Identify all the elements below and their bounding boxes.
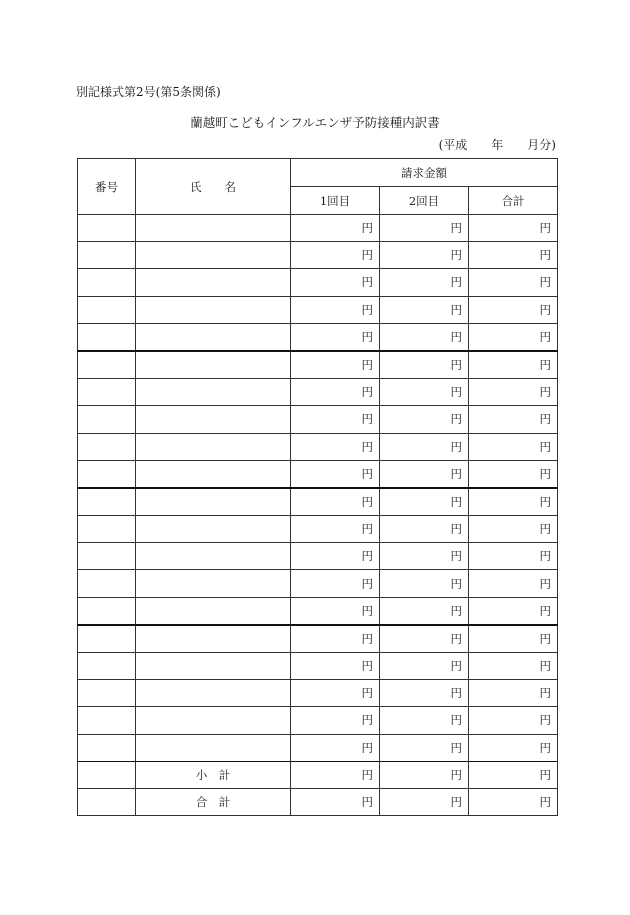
row-second-dose-amount[interactable]: 円 <box>380 597 469 625</box>
row-total-amount[interactable]: 円 <box>469 460 558 488</box>
header-second-dose: 2回目 <box>380 187 469 215</box>
row-first-dose-amount[interactable]: 円 <box>291 379 380 406</box>
grand-total-number-cell <box>78 788 136 815</box>
row-name-cell[interactable] <box>136 543 291 570</box>
row-second-dose-amount[interactable]: 円 <box>380 242 469 269</box>
grand-total-total-amount[interactable]: 円 <box>469 788 558 815</box>
table-row <box>78 379 558 406</box>
table-row <box>78 597 558 625</box>
row-total-amount[interactable]: 円 <box>469 734 558 761</box>
table-row <box>78 215 558 242</box>
row-name-cell[interactable] <box>136 707 291 734</box>
row-first-dose-amount[interactable]: 円 <box>291 488 380 516</box>
row-number-cell[interactable] <box>78 625 136 653</box>
header-first-dose: 1回目 <box>291 187 380 215</box>
row-first-dose-amount[interactable]: 円 <box>291 680 380 707</box>
row-number-cell[interactable] <box>78 406 136 433</box>
row-number-cell[interactable] <box>78 379 136 406</box>
row-total-amount[interactable]: 円 <box>469 570 558 597</box>
row-name-cell[interactable] <box>136 597 291 625</box>
document-title: 蘭越町こどもインフルエンザ予防接種内訳書 <box>190 115 440 130</box>
table-row <box>78 242 558 269</box>
row-number-cell[interactable] <box>78 680 136 707</box>
subtotal-second-dose-amount[interactable]: 円 <box>380 761 469 788</box>
grand-total-label: 合 計 <box>136 788 291 815</box>
row-name-cell[interactable] <box>136 680 291 707</box>
row-number-cell[interactable] <box>78 296 136 323</box>
subtotal-total-amount[interactable]: 円 <box>469 761 558 788</box>
row-second-dose-amount[interactable]: 円 <box>380 323 469 351</box>
row-total-amount[interactable]: 円 <box>469 323 558 351</box>
row-second-dose-amount[interactable]: 円 <box>380 570 469 597</box>
row-total-amount[interactable]: 円 <box>469 488 558 516</box>
row-name-cell[interactable] <box>136 488 291 516</box>
row-total-amount[interactable]: 円 <box>469 379 558 406</box>
breakdown-table <box>77 158 558 816</box>
row-total-amount[interactable]: 円 <box>469 269 558 296</box>
row-number-cell[interactable] <box>78 351 136 379</box>
table-row <box>78 351 558 379</box>
table-row <box>78 707 558 734</box>
row-name-cell[interactable] <box>136 379 291 406</box>
row-name-cell[interactable] <box>136 215 291 242</box>
row-second-dose-amount[interactable]: 円 <box>380 269 469 296</box>
table-row <box>78 570 558 597</box>
row-second-dose-amount[interactable]: 円 <box>380 296 469 323</box>
grand-total-row <box>78 788 558 815</box>
row-first-dose-amount[interactable]: 円 <box>291 653 380 680</box>
row-number-cell[interactable] <box>78 323 136 351</box>
row-first-dose-amount[interactable]: 円 <box>291 597 380 625</box>
row-number-cell[interactable] <box>78 269 136 296</box>
row-name-cell[interactable] <box>136 516 291 543</box>
row-name-cell[interactable] <box>136 433 291 460</box>
row-number-cell[interactable] <box>78 734 136 761</box>
grand-total-second-dose-amount[interactable]: 円 <box>380 788 469 815</box>
row-second-dose-amount[interactable]: 円 <box>380 625 469 653</box>
table-row <box>78 433 558 460</box>
table-row <box>78 460 558 488</box>
table-row <box>78 653 558 680</box>
row-number-cell[interactable] <box>78 433 136 460</box>
row-number-cell[interactable] <box>78 597 136 625</box>
row-second-dose-amount[interactable]: 円 <box>380 680 469 707</box>
row-second-dose-amount[interactable]: 円 <box>380 406 469 433</box>
table-row <box>78 680 558 707</box>
row-total-amount[interactable]: 円 <box>469 597 558 625</box>
row-total-amount[interactable]: 円 <box>469 215 558 242</box>
table-row <box>78 269 558 296</box>
row-name-cell[interactable] <box>136 242 291 269</box>
row-name-cell[interactable] <box>136 460 291 488</box>
row-total-amount[interactable]: 円 <box>469 296 558 323</box>
row-first-dose-amount[interactable]: 円 <box>291 406 380 433</box>
row-second-dose-amount[interactable]: 円 <box>380 488 469 516</box>
row-total-amount[interactable]: 円 <box>469 351 558 379</box>
row-first-dose-amount[interactable]: 円 <box>291 460 380 488</box>
row-total-amount[interactable]: 円 <box>469 433 558 460</box>
row-first-dose-amount[interactable]: 円 <box>291 269 380 296</box>
row-first-dose-amount[interactable]: 円 <box>291 296 380 323</box>
row-total-amount[interactable]: 円 <box>469 707 558 734</box>
row-total-amount[interactable]: 円 <box>469 406 558 433</box>
row-name-cell[interactable] <box>136 734 291 761</box>
row-second-dose-amount[interactable]: 円 <box>380 351 469 379</box>
row-total-amount[interactable]: 円 <box>469 516 558 543</box>
row-number-cell[interactable] <box>78 242 136 269</box>
row-total-amount[interactable]: 円 <box>469 543 558 570</box>
subtotal-row <box>78 761 558 788</box>
row-name-cell[interactable] <box>136 570 291 597</box>
row-number-cell[interactable] <box>78 543 136 570</box>
row-second-dose-amount[interactable]: 円 <box>380 543 469 570</box>
row-name-cell[interactable] <box>136 296 291 323</box>
row-second-dose-amount[interactable]: 円 <box>380 516 469 543</box>
row-second-dose-amount[interactable]: 円 <box>380 707 469 734</box>
row-number-cell[interactable] <box>78 653 136 680</box>
table-row <box>78 625 558 653</box>
row-total-amount[interactable]: 円 <box>469 625 558 653</box>
table-row <box>78 516 558 543</box>
subtotal-first-dose-amount[interactable]: 円 <box>291 761 380 788</box>
row-second-dose-amount[interactable]: 円 <box>380 215 469 242</box>
row-total-amount[interactable]: 円 <box>469 680 558 707</box>
table-row <box>78 296 558 323</box>
row-first-dose-amount[interactable]: 円 <box>291 215 380 242</box>
row-first-dose-amount[interactable]: 円 <box>291 433 380 460</box>
row-second-dose-amount[interactable]: 円 <box>380 433 469 460</box>
row-number-cell[interactable] <box>78 460 136 488</box>
row-total-amount[interactable]: 円 <box>469 242 558 269</box>
row-first-dose-amount[interactable]: 円 <box>291 570 380 597</box>
table-row <box>78 734 558 761</box>
row-first-dose-amount[interactable]: 円 <box>291 516 380 543</box>
header-total: 合計 <box>469 187 558 215</box>
table-row <box>78 323 558 351</box>
row-first-dose-amount[interactable]: 円 <box>291 543 380 570</box>
row-first-dose-amount[interactable]: 円 <box>291 351 380 379</box>
header-number: 番号 <box>78 159 136 215</box>
row-number-cell[interactable] <box>78 516 136 543</box>
row-first-dose-amount[interactable]: 円 <box>291 242 380 269</box>
row-first-dose-amount[interactable]: 円 <box>291 734 380 761</box>
row-first-dose-amount[interactable]: 円 <box>291 707 380 734</box>
subtotal-number-cell <box>78 761 136 788</box>
row-second-dose-amount[interactable]: 円 <box>380 734 469 761</box>
row-number-cell[interactable] <box>78 707 136 734</box>
header-name: 氏 名 <box>136 159 291 215</box>
subtotal-label: 小 計 <box>136 761 291 788</box>
table-row <box>78 406 558 433</box>
row-name-cell[interactable] <box>136 406 291 433</box>
row-name-cell[interactable] <box>136 269 291 296</box>
row-second-dose-amount[interactable]: 円 <box>380 460 469 488</box>
row-number-cell[interactable] <box>78 215 136 242</box>
row-name-cell[interactable] <box>136 653 291 680</box>
period-label: (平成 年 月分) <box>438 138 556 152</box>
table-row <box>78 543 558 570</box>
grand-total-first-dose-amount[interactable]: 円 <box>291 788 380 815</box>
table-row <box>78 488 558 516</box>
row-second-dose-amount[interactable]: 円 <box>380 379 469 406</box>
row-first-dose-amount[interactable]: 円 <box>291 323 380 351</box>
row-name-cell[interactable] <box>136 351 291 379</box>
row-number-cell[interactable] <box>78 570 136 597</box>
row-name-cell[interactable] <box>136 625 291 653</box>
row-second-dose-amount[interactable]: 円 <box>380 653 469 680</box>
row-total-amount[interactable]: 円 <box>469 653 558 680</box>
row-number-cell[interactable] <box>78 488 136 516</box>
header-claim-amount: 請求金額 <box>291 159 558 187</box>
row-name-cell[interactable] <box>136 323 291 351</box>
form-label: 別記様式第2号(第5条関係) <box>76 85 221 99</box>
row-first-dose-amount[interactable]: 円 <box>291 625 380 653</box>
